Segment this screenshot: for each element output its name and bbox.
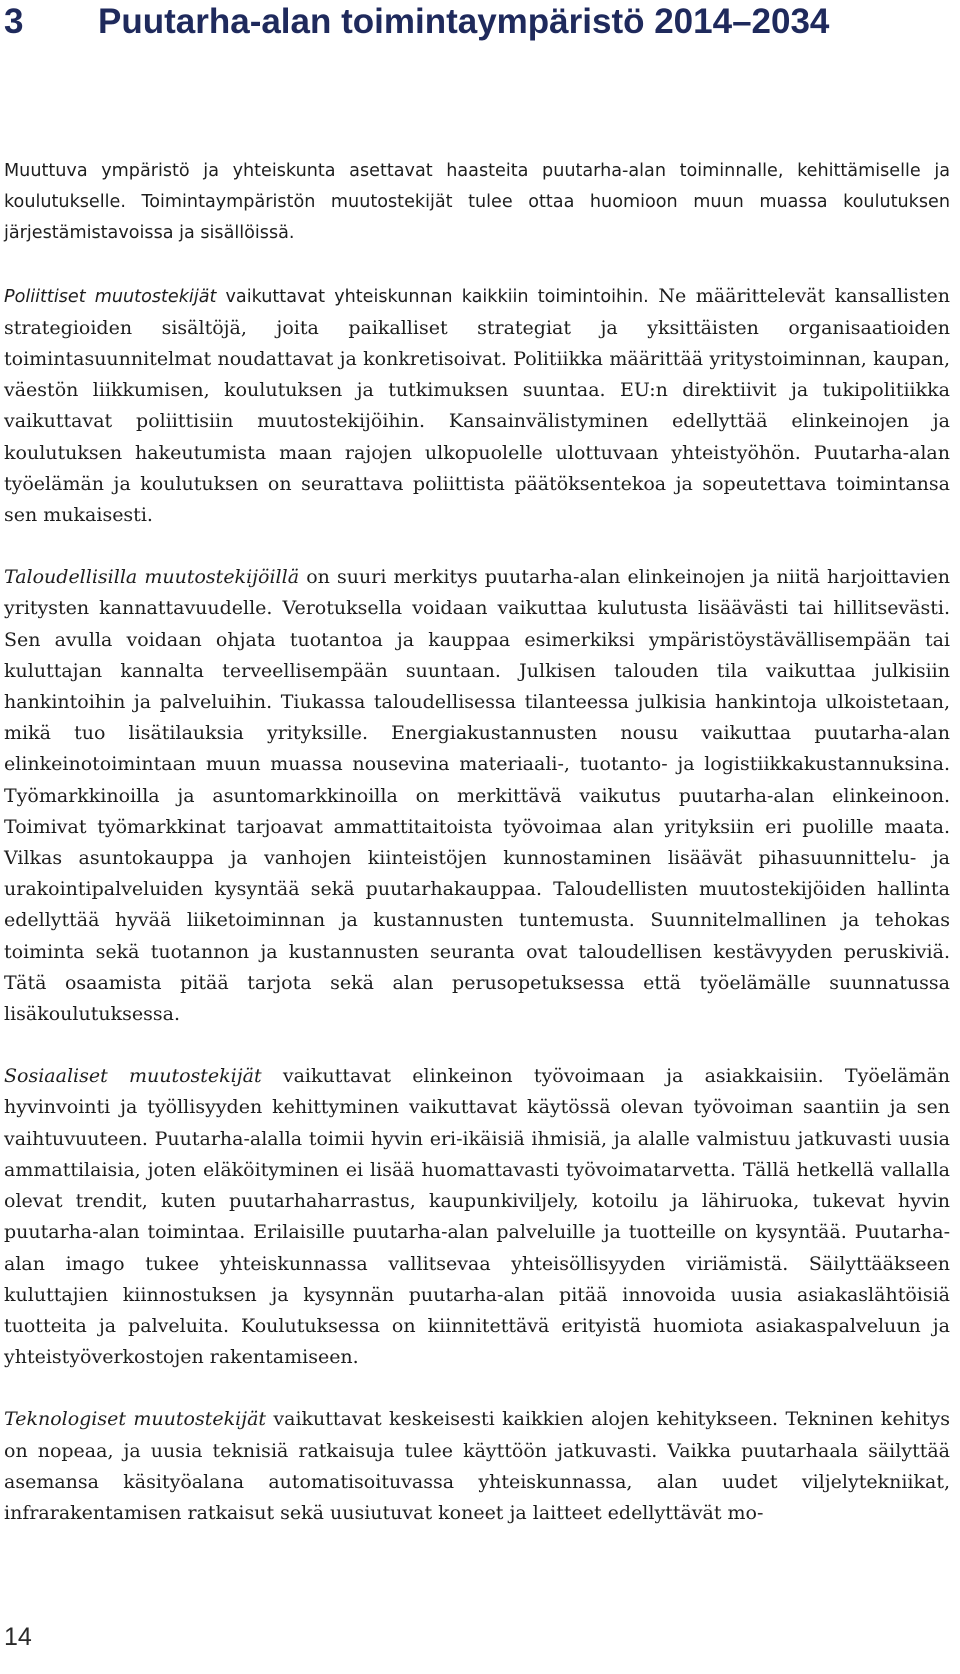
- body-text: [4, 156, 950, 1560]
- paragraph-economic: [4, 562, 950, 1030]
- chapter-heading: [0, 2, 829, 42]
- chapter-title: Puutarha-alan toimintaympäristö 2014–2034: [98, 2, 830, 41]
- term-technological: Teknologiset muutostekijät: [4, 1408, 267, 1431]
- chapter-number: 3: [4, 2, 24, 41]
- paragraph-technological: [4, 1404, 950, 1529]
- political-lead: vaikuttavat yhteiskunnan kaikkiin toimintoihin.: [216, 286, 649, 307]
- page-number: 14: [4, 1623, 32, 1651]
- technological-text: vaikuttavat keskeisesti kaikkien alojen kehitykseen. Tekninen kehitys on nopeaa, ja uusia teknisiä ratkaisuja tulee käyttöön jatkuvasti. Vaikka puutarhaala säilyttää asemansa käsityöalana automatisoituvassa yhteiskunnassa, alan uudet viljelytekniikat, infrarakentamisen ratkaisut sekä uusiutuvat koneet ja laitteet edellyttävät mo-: [4, 1408, 950, 1524]
- term-social: Sosiaaliset muutostekijät: [4, 1065, 262, 1088]
- social-text: vaikuttavat elinkeinon työvoimaan ja asiakkaisiin. Työelämän hyvinvointi ja työllisyyden kehittyminen vaikuttavat käytössä olevan työvoiman saantiin ja sen vaihtuvuuteen. Puutarha-alalla toimii hyvin eri-ikäisiä ihmisiä, ja alalle valmistuu jatkuvasti uusia ammattilaisia, joten eläköityminen ei lisää huomattavasti työvoimatarvetta. Tällä hetkellä vallalla olevat trendit, kuten puutarhaharrastus, kaupunkiviljely, kotoilu ja lähiruoka, tukevat hyvin puutarha-alan toimintaa. Erilaisille puutarha-alan palveluille ja tuotteille on kysyntää. Puutarha-alan imago tukee yhteiskunnassa vallitsevaa yhteisöllisyyden viriämistä. Säilyttääkseen kuluttajien kiinnostuksen ja kysynnän puutarha-alan pitää innovoida uusia asiakaslähtöisiä tuotteita ja palveluita. Koulutuksessa on kiinnitettävä erityistä huomiota asiakaspalveluun ja yhteistyöverkostojen rakentamiseen.: [4, 1065, 950, 1369]
- term-political: Poliittiset muutostekijät: [4, 286, 217, 307]
- political-text: Ne määrittelevät kansallisten strategioiden sisältöjä, joita paikalliset strategiat ja yksittäisten organisaatioiden toimintasuunnitelmat noudattavat ja konkretisoivat. Politiikka määrittää yritystoiminnan, kaupan, väestön liikkumisen, koulutuksen ja tutkimuksen suuntaa. EU:n direktiivit ja tukipolitiikka vaikuttavat poliittisiin muutostekijöihin. Kansainvälistyminen edellyttää elinkeinojen ja koulutuksen hakeutumista maan rajojen ulkopuolelle ulottuvaan yhteistyöhön. Puutarha-alan työelämän ja koulutuksen on seurattava poliittista päätöksentekoa ja sopeutettava toimintansa sen mukaisesti.: [4, 284, 950, 527]
- term-economic: Taloudellisilla muutostekijöillä: [4, 566, 300, 589]
- intro-text: Muuttuva ympäristö ja yhteiskunta asettavat haasteita puutarha-alan toiminnalle, kehittämiselle ja koulutukselle. Toimintaympäristön muutostekijät tulee ottaa huomioon muun muassa koulutuksen järjestämistavoissa ja sisällöissä.: [4, 161, 950, 244]
- paragraph-intro: [4, 156, 950, 250]
- paragraph-political: [4, 281, 950, 532]
- economic-text: on suuri merkitys puutarha-alan elinkeinojen ja niitä harjoittavien yritysten kannattavuudelle. Verotuksella voidaan vaikuttaa kulutusta lisäävästi tai hillitsevästi. Sen avulla voidaan ohjata tuotantoa ja kauppaa esimerkiksi ympäristöystävällisempään tai kuluttajan kannalta terveellisempään suuntaan. Julkisen talouden tila vaikuttaa julkisiin hankintoihin ja palveluihin. Tiukassa taloudellisessa tilanteessa julkisia hankintoja ulkoistetaan, mikä tuo lisätilauksia yrityksille. Energiakustannusten nousu vaikuttaa puutarha-alan elinkeinotoimintaan muun muassa nousevina materiaali-, tuotanto- ja logistiikkakustannuksina. Työmarkkinoilla ja asuntomarkkinoilla on merkittävä vaikutus puutarha-alan elinkeinoon. Toimivat työmarkkinat tarjoavat ammattitaitoista työvoimaa alan yrityksiin eri puolille maata. Vilkas asuntokauppa ja vanhojen kiinteistöjen kunnostaminen lisäävät pihasuunnittelu- ja urakointipalveluiden kysyntää sekä puutarhakauppaa. Taloudellisten muutostekijöiden hallinta edellyttää hyvää liiketoiminnan ja kustannusten tuntemusta. Suunnitelmallinen ja tehokas toiminta sekä tuotannon ja kustannusten seuranta ovat taloudellisen kestävyyden peruskiviä. Tätä osaamista pitää tarjota sekä alan perusopetuksessa että työelämälle suunnatussa lisäkoulutuksessa.: [4, 566, 950, 1026]
- paragraph-social: [4, 1061, 950, 1373]
